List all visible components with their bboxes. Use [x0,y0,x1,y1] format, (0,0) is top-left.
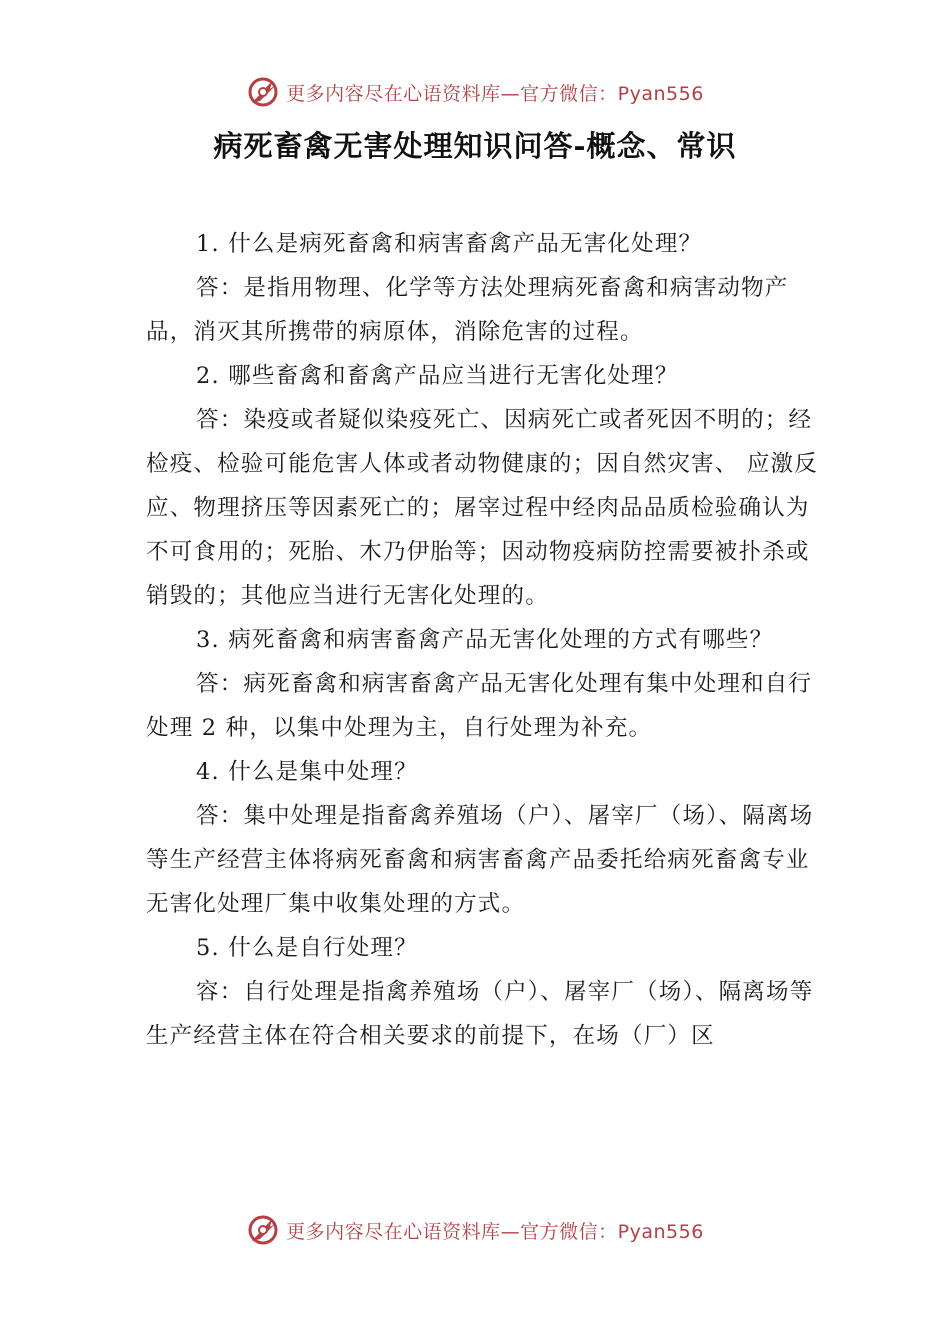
question-2: 2. 哪些畜禽和畜禽产品应当进行无害化处理？ [196,363,679,389]
footer-banner [0,1210,950,1250]
quill-logo-icon [246,75,280,109]
answer-3: 答：病死畜禽和病害畜禽产品无害化处理有集中处理和自行处理 2 种，以集中处理为主，自行处理为补充。 [146,671,813,741]
footer-banner-text: 更多内容尽在心语资料库—官方微信：Pyan556 [286,1220,704,1243]
quill-logo-icon [246,1213,280,1247]
answer-4: 答：集中处理是指畜禽养殖场（户）、屠宰厂（场）、隔离场等生产经营主体将病死畜禽和病害畜禽产品委托给病死畜禽专业无害化处理厂集中收集处理的方式。 [146,803,814,917]
question-3: 3. 病死畜禽和病害畜禽产品无害化处理的方式有哪些？ [196,627,774,653]
answer-1: 答：是指用物理、化学等方法处理病死畜禽和病害动物产品，消灭其所携带的病原体，消除危害的过程。 [146,275,789,345]
question-4: 4. 什么是集中处理？ [196,759,418,785]
question-1: 1. 什么是病死畜禽和病害畜禽产品无害化处理？ [196,231,703,257]
answer-2: 答：染疫或者疑似染疫死亡、因病死亡或者死因不明的；经检疫、检验可能危害人体或者动物健康的；因自然灾害、 应激反应、物理挤压等因素死亡的；屠宰过程中经肉品品质检验确认为不可食用的；死胎、木乃伊胎等；因动物疫病防控需要被扑杀或销毁的；其他应当进行无害化处理的。 [146,407,818,609]
header-banner [0,72,950,112]
answer-5: 容：自行处理是指禽养殖场（户）、屠宰厂（场）、隔离场等生产经营主体在符合相关要求的前提下，在场（厂）区 [146,979,814,1049]
question-5: 5. 什么是自行处理？ [196,935,418,961]
qa-content [146,222,820,1058]
header-banner-text: 更多内容尽在心语资料库—官方微信：Pyan556 [286,82,704,105]
document-title: 病死畜禽无害处理知识问答-概念、常识 [213,129,737,163]
